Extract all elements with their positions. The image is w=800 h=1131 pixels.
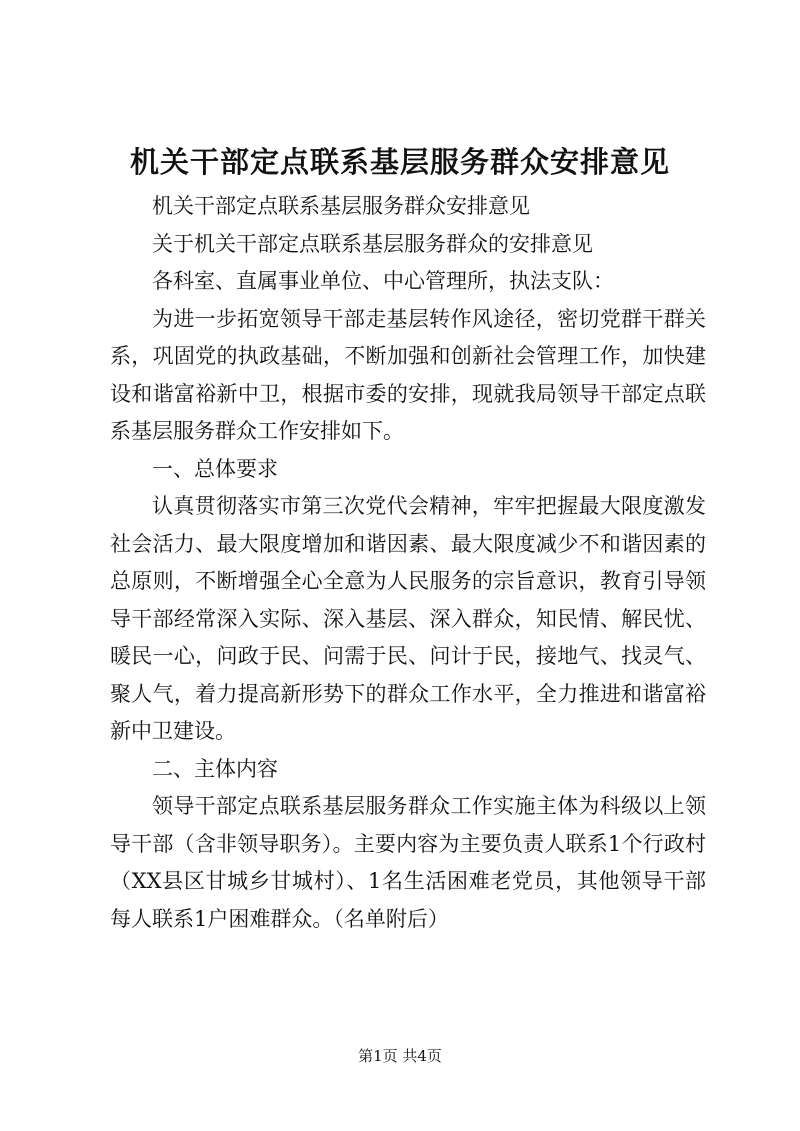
document-title: 机关干部定点联系基层服务群众安排意见 xyxy=(129,145,670,179)
page-footer: 第1页 共4页 xyxy=(358,1047,442,1065)
section-heading-main-content: 二、主体内容 xyxy=(152,756,278,781)
paragraph-main-content: 领导干部定点联系基层服务群众工作实施主体为科级以上领导干部（含非领导职务）。主要内容为主要负责人联系1个行政村（XX县区甘城乡甘城村）、1名生活困难老党员，其他领导干部每人联系1户困难群众。（名单附后） xyxy=(110,794,706,931)
paragraph-general-requirements: 认真贯彻落实市第三次党代会精神，牢牢把握最大限度激发社会活力、最大限度增加和谐因素、最大限度减少不和谐因素的总原则，不断增强全心全意为人民服务的宗旨意识，教育引导领导干部经常深入实际、深入基层、深入群众，知民情、解民忧、暖民一心，问政于民、问需于民、问计于民，接地气、找灵气、聚人气，着力提高新形势下的群众工作水平，全力推进和谐富裕新中卫建设。 xyxy=(110,494,706,743)
paragraph-addressee: 各科室、直属事业单位、中心管理所，执法支队： xyxy=(152,269,614,293)
paragraph-subtitle: 关于机关干部定点联系基层服务群众的安排意见 xyxy=(152,231,593,256)
paragraph-repeated-title: 机关干部定点联系基层服务群众安排意见 xyxy=(152,194,530,218)
section-heading-general-requirements: 一、总体要求 xyxy=(152,456,278,481)
paragraph-intro: 为进一步拓宽领导干部走基层转作风途径，密切党群干群关系，巩固党的执政基础，不断加强和创新社会管理工作，加快建设和谐富裕新中卫，根据市委的安排，现就我局领导干部定点联系基层服务群众工作安排如下。 xyxy=(110,306,706,443)
document-body xyxy=(110,188,706,938)
